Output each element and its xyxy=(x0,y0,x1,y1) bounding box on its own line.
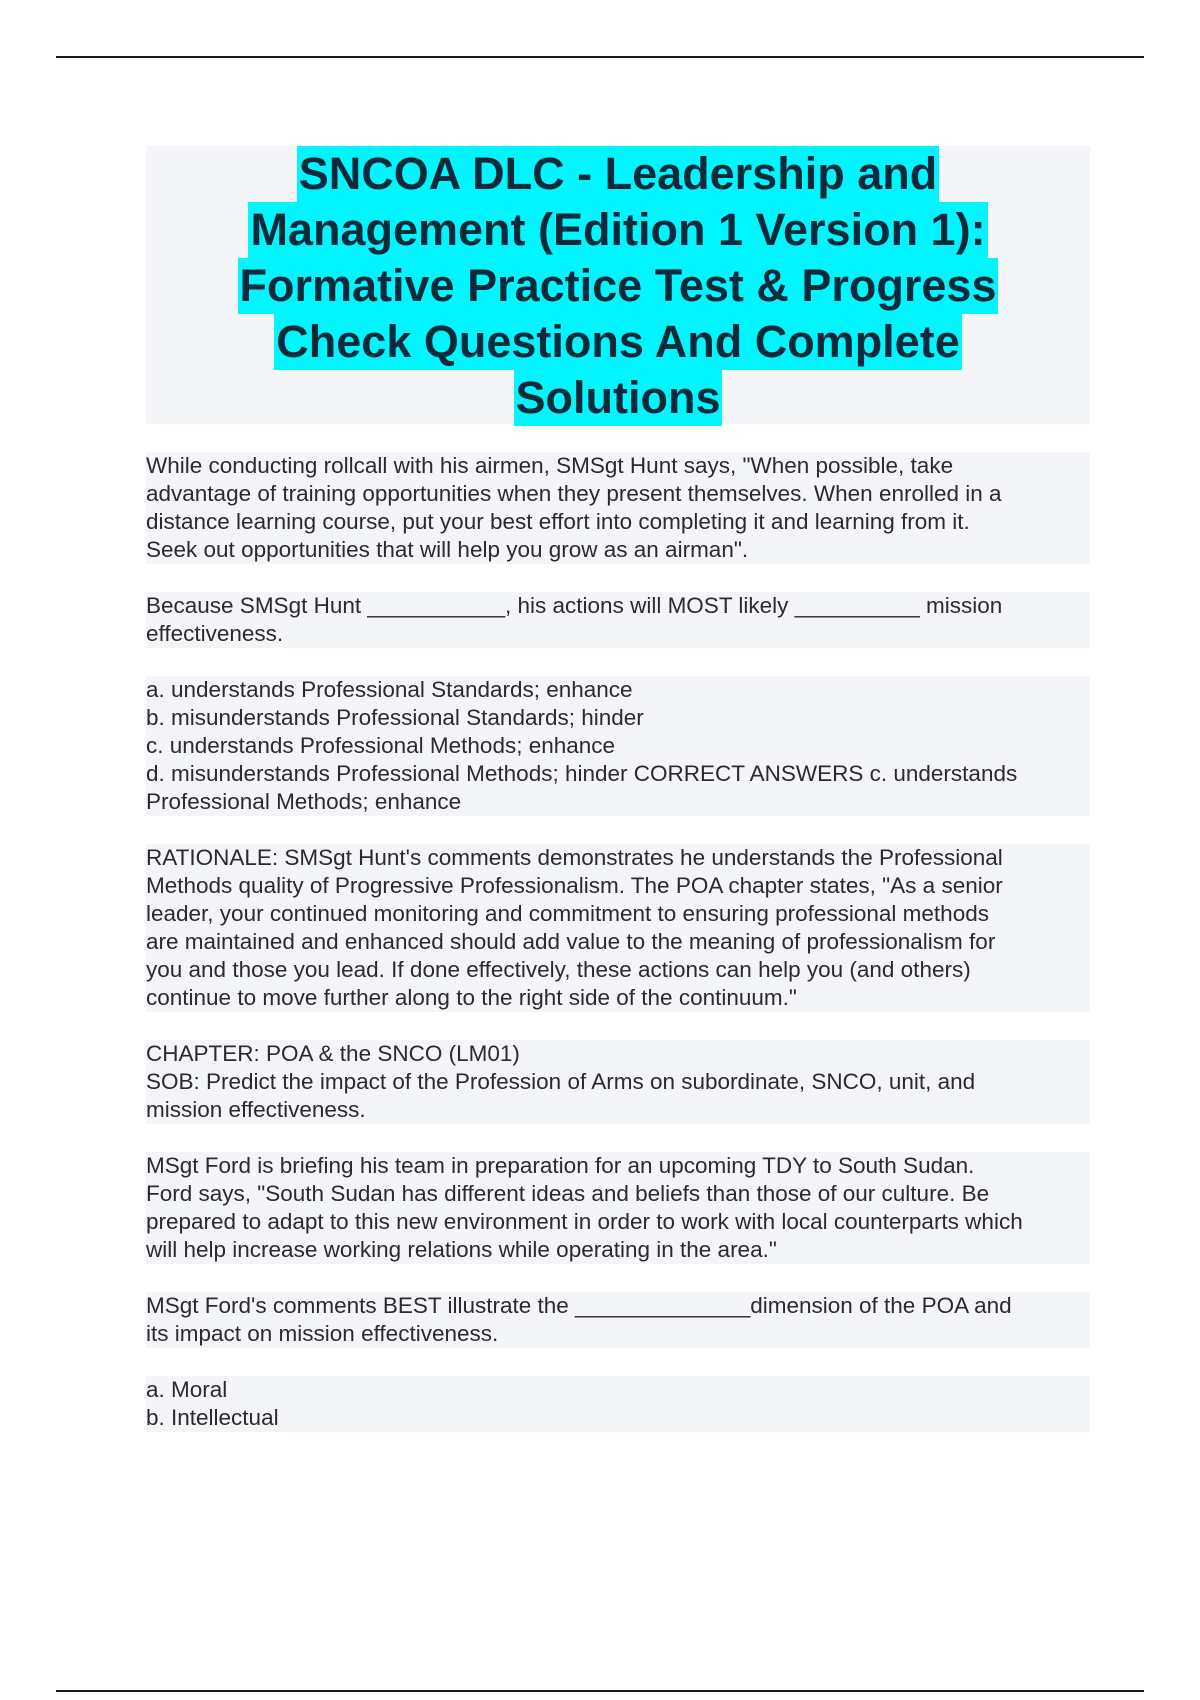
q2-options xyxy=(146,1376,1090,1432)
q1-options xyxy=(146,676,1090,816)
option-b: b. Intellectual xyxy=(146,1405,279,1430)
option-a: a. Moral xyxy=(146,1377,228,1402)
q1-rationale xyxy=(146,844,1090,1012)
q2-question xyxy=(146,1292,1090,1348)
chapter-line: CHAPTER: POA & the SNCO (LM01) xyxy=(146,1041,520,1066)
q1-chapter xyxy=(146,1040,1090,1124)
bottom-rule xyxy=(56,1690,1144,1692)
text-line: continue to move further along to the right side of the continuum." xyxy=(146,985,797,1010)
text-line: will help increase working relations while operating in the area." xyxy=(146,1237,777,1262)
document-body xyxy=(146,452,1090,1432)
text-line: are maintained and enhanced should add value to the meaning of professionalism for xyxy=(146,929,996,954)
option-a: a. understands Professional Standards; enhance xyxy=(146,677,633,702)
option-c: c. understands Professional Methods; enhance xyxy=(146,733,616,758)
top-rule xyxy=(56,56,1144,58)
text-line: While conducting rollcall with his airmen, SMSgt Hunt says, "When possible, take xyxy=(146,453,954,478)
text-line: prepared to adapt to this new environment in order to work with local counterparts which xyxy=(146,1209,1023,1234)
text-line: RATIONALE: SMSgt Hunt's comments demonstrates he understands the Professional xyxy=(146,845,1003,870)
document-title xyxy=(146,146,1090,424)
q1-scenario xyxy=(146,452,1090,564)
text-line: you and those you lead. If done effectively, these actions can help you (and others) xyxy=(146,957,971,982)
title-line-1: SNCOA DLC - Leadership and xyxy=(297,146,939,202)
text-line: advantage of training opportunities when they present themselves. When enrolled in a xyxy=(146,481,1002,506)
text-line: MSgt Ford's comments BEST illustrate the ______________dimension of the POA and xyxy=(146,1293,1012,1318)
text-line: distance learning course, put your best effort into completing it and learning from it. xyxy=(146,509,970,534)
title-line-3: Formative Practice Test & Progress xyxy=(238,258,999,314)
q2-scenario xyxy=(146,1152,1090,1264)
text-line: leader, your continued monitoring and commitment to ensuring professional methods xyxy=(146,901,989,926)
answer-continuation: Professional Methods; enhance xyxy=(146,789,462,814)
title-line-4: Check Questions And Complete xyxy=(274,314,961,370)
title-line-5: Solutions xyxy=(514,370,723,426)
text-line: MSgt Ford is briefing his team in preparation for an upcoming TDY to South Sudan. xyxy=(146,1153,975,1178)
text-line: effectiveness. xyxy=(146,621,284,646)
text-line: Ford says, "South Sudan has different ideas and beliefs than those of our culture. Be xyxy=(146,1181,990,1206)
text-line: Because SMSgt Hunt ___________, his actions will MOST likely __________ mission xyxy=(146,593,1003,618)
title-line-2: Management (Edition 1 Version 1): xyxy=(248,202,987,258)
text-line: Seek out opportunities that will help you grow as an airman". xyxy=(146,537,749,562)
sob-line: SOB: Predict the impact of the Profession of Arms on subordinate, SNCO, unit, and xyxy=(146,1069,976,1094)
option-b: b. misunderstands Professional Standards; hinder xyxy=(146,705,644,730)
q1-question xyxy=(146,592,1090,648)
text-line: its impact on mission effectiveness. xyxy=(146,1321,499,1346)
sob-line: mission effectiveness. xyxy=(146,1097,366,1122)
text-line: Methods quality of Progressive Professionalism. The POA chapter states, "As a senior xyxy=(146,873,1003,898)
option-d-and-answer: d. misunderstands Professional Methods; hinder CORRECT ANSWERS c. understands xyxy=(146,761,1018,786)
